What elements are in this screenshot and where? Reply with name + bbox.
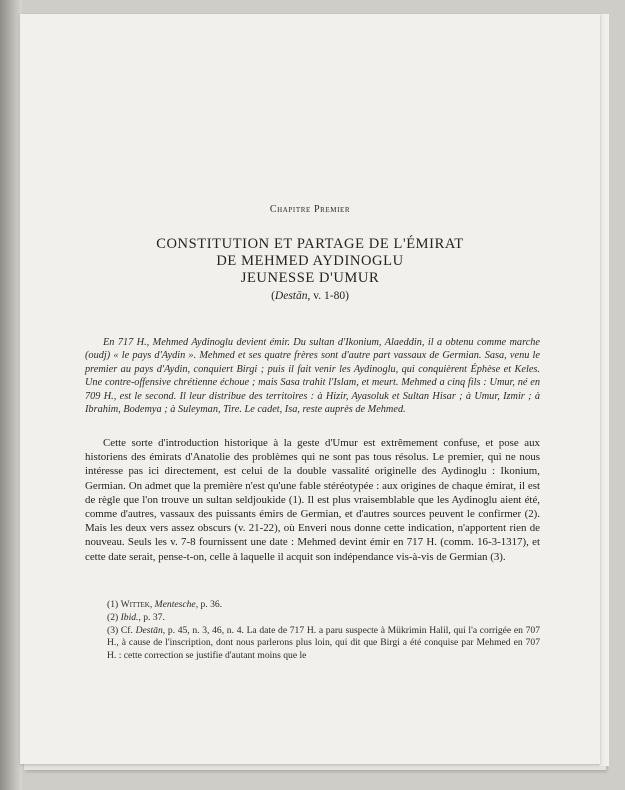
chapter-title — [20, 236, 600, 304]
footnote-2 — [85, 612, 540, 625]
footnote-rest: , p. 36. — [195, 599, 223, 610]
footnote-work: Destān — [135, 624, 163, 636]
body-text — [85, 436, 540, 564]
chapter-label: Chapitre Premier — [269, 204, 351, 215]
footnote-1: (1) Wittek, Mentesche, p. 36. — [107, 599, 223, 610]
title-line-1: CONSTITUTION ET PARTAGE DE L'ÉMIRAT — [156, 236, 464, 252]
footnote-3 — [85, 625, 540, 663]
title-line-2: DE MEHMED AYDINOGLU — [216, 253, 404, 269]
footnote-prefix: Cf. — [120, 624, 136, 636]
source-reference: (Destān, v. 1-80) — [271, 290, 349, 302]
footnote-work: Ibid. — [120, 611, 139, 623]
source-range: , v. 1-80 — [307, 290, 346, 302]
footnotes — [85, 599, 540, 663]
footnote-number: (3) — [107, 624, 119, 636]
footnote-rest: , p. 45, n. 3, 46, n. 4. La date de 717 H. a paru suspecte à Mükrimin Halil, qui l'a corrigée en 707 H., à cause de l'inscription, dont nous parlerons plus loin, qui dit que Birgi a été conquise par Mehmed en 707 H. : cette correction se justifie d'autant moins que le — [107, 624, 541, 662]
summary-paragraph: En 717 H., Mehmed Aydinoglu devient émir. Du sultan d'Ikonium, Alaeddin, il a obtenu comme marche (oudj) « le pays d'Aydin ». Mehmed et ses quatre frères sont d'autre part vassaux de Germian. Sasa, venu le premier au pays d'Aydin, conquiert Birgi ; puis il fait venir les Aydinoglu, qui conquièrent Éphèse et Keles. Une contre-offensive chrétienne échoue ; mais Sasa trahit l'Islam, et meurt. Mehmed a cinq fils : Umur, né en 709 H., est le second. Il leur distribue des territoires : à Hizir, Ayasoluk et Sultan Hisar ; à Umur, Izmir ; à Ibrahim, Bodemya ; à Suleyman, Tire. Le cadet, Isa, reste auprès de Mehmed. — [85, 337, 540, 416]
book-spine-shadow — [0, 0, 22, 790]
source-work: Destān — [274, 290, 308, 302]
body-paragraph: Cette sorte d'introduction historique à la geste d'Umur est extrêmement confuse, et pose aux historiens des émirats d'Anatolie des problèmes qui ne sont pas tous résolus. Le premier, qui ne nous intéresse pas ici directement, est celui de la double vassalité originelle des Aydinoglu : Ikonium, Germian. On admet que la première n'est qu'une fable stéréotypée : aux origines de chaque émirat, il est de règle que l'on trouve un sultan seldjoukide (1). Il est plus vraisemblable que les Aydinoglu aient été, comme d'autres, vassaux des puissants émirs de Germian, et d'autres sources peuvent le confirmer (2). Mais les deux vers assez obscurs (v. 21-22), où Enveri nous donne cette indication, n'apportent rien de nouveau. Seuls les v. 7-8 fournissent une date : Mehmed devint émir en 717 H. (comm. 16-3-1317), et cette date serait, pense-t-on, celle à laquelle il acquit son indépendance vis-à-vis de Germian (3). — [85, 437, 540, 563]
chapter-summary — [85, 336, 540, 416]
book-page — [20, 14, 600, 764]
footnote-rest: , p. 37. — [138, 611, 165, 623]
title-line-3: JEUNESSE D'UMUR — [240, 270, 380, 286]
footnote-work: Mentesche — [154, 599, 196, 610]
footnote-author: Wittek — [120, 599, 150, 610]
footnote-number: (2) — [107, 611, 119, 623]
footnote-number: (1) — [107, 599, 119, 610]
